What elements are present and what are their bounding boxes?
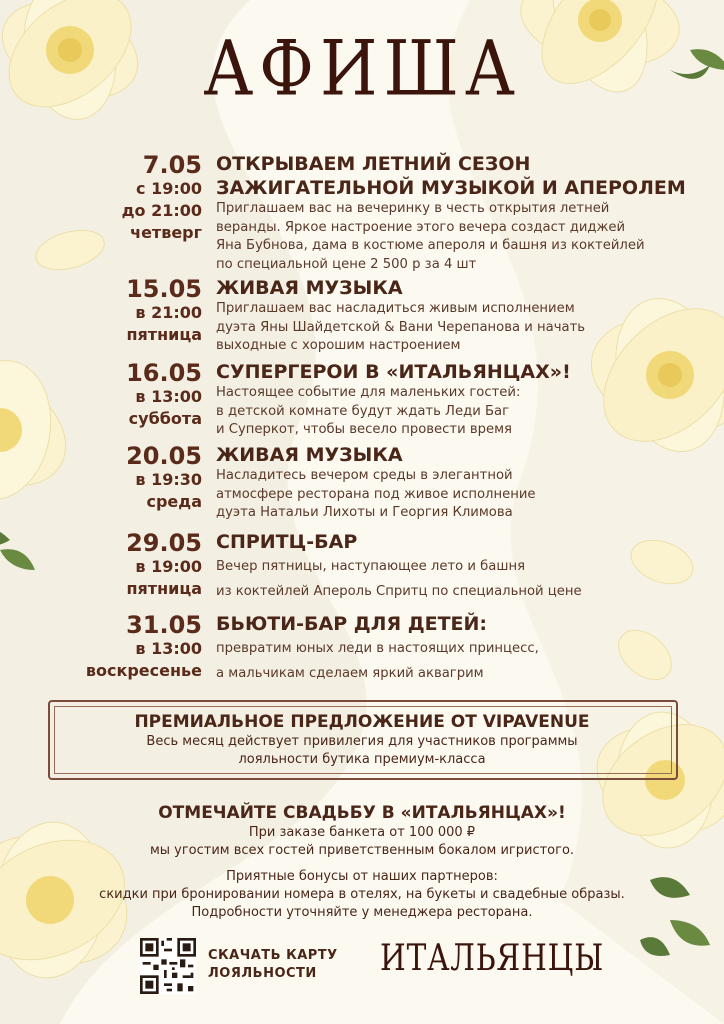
event-date: 15.05: [126, 275, 202, 303]
event-desc: веранды. Яркое настроение этого вечера создаст диджей: [216, 219, 626, 235]
event-desc: атмосфере ресторана под живое исполнение: [216, 486, 536, 502]
event-day: пятница: [126, 325, 202, 344]
event-day: суббота: [128, 409, 202, 428]
event-desc: Насладитесь вечером среды в элегантной: [216, 468, 513, 483]
wedding-offer: [0, 802, 724, 922]
premium-text: Весь месяц действует привилегия для участников программы: [146, 734, 578, 749]
flower-mid-left: [0, 320, 110, 580]
premium-title: ПРЕМИАЛЬНОЕ ПРЕДЛОЖЕНИЕ ОТ VIPAVENUE: [134, 712, 590, 732]
event-title: ЗАЖИГАТЕЛЬНОЙ МУЗЫКОЙ И АПЕРОЛЕМ: [216, 177, 686, 199]
event-desc: Приглашаем вас на вечеринку в честь открытия летней: [216, 201, 610, 216]
event-day: среда: [146, 492, 202, 511]
brand-logo: ИТАЛЬЯНЦЫ: [380, 938, 605, 979]
event-desc: выходные с хорошим настроением: [216, 338, 461, 353]
event-date: 7.05: [142, 151, 202, 179]
wedding-text: мы угостим всех гостей приветственным бокалом игристого.: [149, 843, 575, 858]
event-desc: в детской комнате будут ждать Леди Баг: [216, 403, 510, 419]
event-desc: Приглашаем вас насладиться живым исполнением: [216, 301, 575, 316]
event-desc: из коктейлей Апероль Спритц по специальной цене: [216, 583, 582, 599]
event-time: в 19:30: [135, 470, 202, 489]
event-desc: и Суперкот, чтобы весело провести время: [216, 422, 512, 437]
event-title: ЖИВАЯ МУЗЫКА: [216, 444, 403, 466]
event-day: пятница: [126, 579, 202, 598]
premium-text: лояльности бутика премиум-класса: [238, 752, 486, 767]
wedding-title: ОТМЕЧАЙТЕ СВАДЬБУ В «ИТАЛЬЯНЦАХ»!: [158, 803, 566, 823]
loyalty-label-line: ЛОЯЛЬНОСТИ: [208, 966, 317, 981]
event-title: СУПЕРГЕРОИ В «ИТАЛЬЯНЦАХ»!: [216, 361, 571, 383]
event-desc: Вечер пятницы, наступающее лето и башня: [216, 559, 525, 574]
event-title: ЖИВАЯ МУЗЫКА: [216, 277, 403, 299]
event-desc: Яна Бубнова, дама в костюме апероля и башня из коктейлей: [216, 238, 645, 253]
event-time: в 13:00: [135, 639, 202, 658]
event-title: СПРИТЦ-БАР: [216, 531, 358, 553]
wedding-bonus: скидки при бронировании номера в отелях, на букеты и свадебные образы.: [99, 887, 625, 902]
loyalty-label-line: СКАЧАТЬ КАРТУ: [208, 948, 338, 963]
event-desc: а мальчикам сделаем яркий аквагрим: [216, 665, 484, 681]
event-date: 16.05: [126, 359, 202, 387]
petal-left: [30, 225, 110, 275]
event-title: БЬЮТИ-БАР ДЛЯ ДЕТЕЙ:: [216, 613, 488, 635]
wedding-bonus: Подробности уточняйте у менеджера ресторана.: [191, 905, 533, 920]
event-time: в 19:00: [135, 557, 202, 576]
event-day: воскресенье: [85, 661, 202, 680]
wedding-bonus: Приятные бонусы от наших партнеров:: [226, 869, 498, 884]
loyalty-qr-code[interactable]: [140, 938, 196, 994]
event-time: в 13:00: [135, 387, 202, 406]
event-desc: дуэта Натальи Лихоты и Георгия Климова: [216, 505, 513, 520]
event-time: с 19:00: [136, 179, 202, 198]
event-date: 31.05: [126, 611, 202, 639]
event-desc: Настоящее событие для маленьких гостей:: [216, 385, 521, 400]
premium-offer: [0, 711, 724, 769]
event-day: четверг: [130, 223, 202, 242]
event-title: ОТКРЫВАЕМ ЛЕТНИЙ СЕЗОН: [216, 153, 531, 175]
event-date: 29.05: [126, 529, 202, 557]
event-desc: по специальной цене 2 500 р за 4 шт: [216, 256, 477, 272]
event-time: в 21:00: [135, 303, 202, 322]
wedding-text: При заказе банкета от 100 000 ₽: [248, 825, 476, 840]
page-title: АФИША: [203, 24, 521, 113]
loyalty-download-label[interactable]: [208, 947, 338, 983]
event-time: до 21:00: [121, 201, 202, 220]
event-desc: превратим юных леди в настоящих принцесс,: [216, 641, 539, 656]
event-date: 20.05: [126, 442, 202, 470]
event-desc: дуэта Яны Шайдетской & Вани Черепанова и начать: [216, 319, 586, 335]
